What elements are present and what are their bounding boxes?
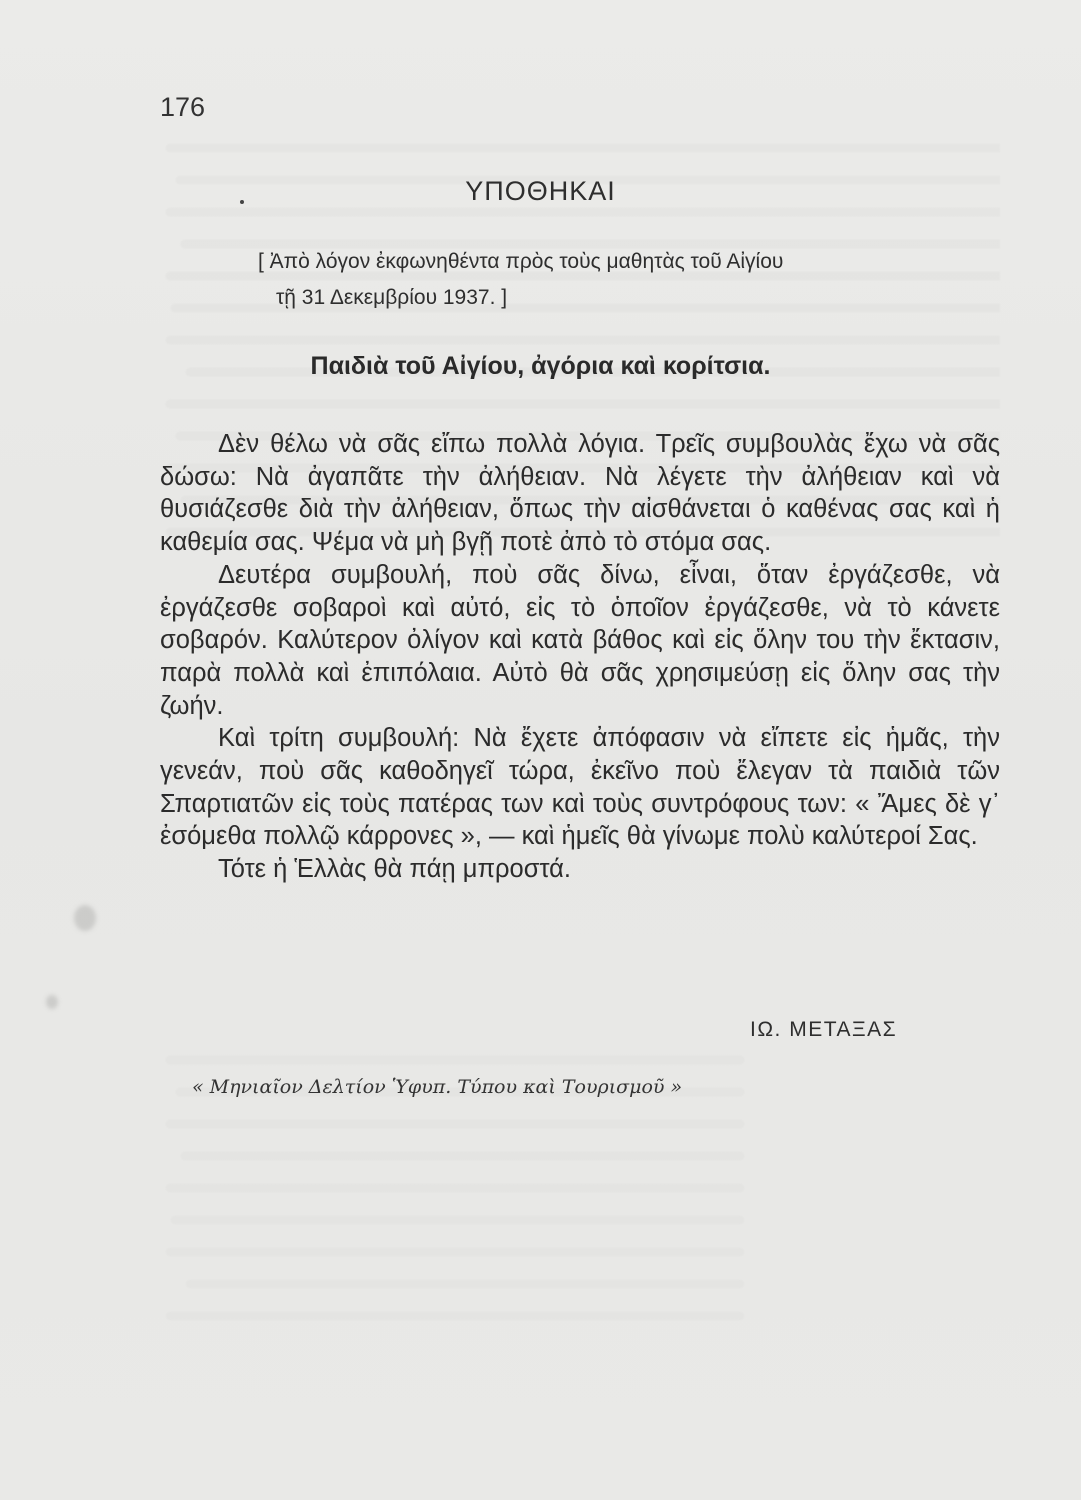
paragraph-2: Δευτέρα συμβουλή, ποὺ σᾶς δίνω, εἶναι, ὅταν ἐργάζεσθε, νὰ ἐργάζεσθε σοβαροὶ καὶ αὐτό, εἰς τὸ ὁποῖον ἐργάζεσθε, νὰ τὸ κάνετε σοβαρόν. Καλύτερον ὀλίγον καὶ κατὰ βάθος καὶ εἰς ὅλην του τὴν ἔκτασιν, παρὰ πολλὰ καὶ ἐπιπόλαια. Αὐτὸ θὰ σᾶς χρησιμεύσῃ εἰς ὅλην σας τὴν ζωήν.	[160, 560, 1000, 720]
paper-stain	[46, 995, 58, 1009]
paragraph-4: Τότε ἡ Ἑλλὰς θὰ πάῃ μπροστά.	[218, 855, 572, 884]
page-number: 176	[160, 92, 206, 122]
paragraph-3: Καὶ τρίτη συμβουλή: Νὰ ἔχετε ἀπόφασιν νὰ εἴπετε εἰς ἡμᾶς, τὴν γενεάν, ποὺ σᾶς καθοδηγεῖ τώρα, ἐκεῖνο ποὺ ἔλεγαν τὰ παιδιὰ τῶν Σπαρτιατῶν εἰς τοὺς πατέρας των καὶ τοὺς συντρόφους των: « Ἄμες δὲ γ᾽ ἐσόμεθα πολλῷ κάρρονες », — καὶ ἡμεῖς θὰ γίνωμε πολὺ καλύτεροί Σας.	[160, 724, 1000, 851]
source-credit: « Μηνιαῖον Δελτίον Ὑφυπ. Τύπου καὶ Τουρισμοῦ »	[192, 1076, 683, 1098]
page-title: ΥΠΟΘΗΚΑΙ	[465, 176, 616, 206]
source-note-line-1: [ Ἀπὸ λόγον ἐκφωνηθέντα πρὸς τοὺς μαθητὰς τοῦ Αἰγίου	[258, 250, 784, 273]
salutation-heading: Παιδιὰ τοῦ Αἰγίου, ἀγόρια καὶ κορίτσια.	[310, 352, 771, 380]
author-signature: ΙΩ. ΜΕΤΑΞΑΣ	[750, 1018, 898, 1041]
paragraph-1: Δὲν θέλω νὰ σᾶς εἴπω πολλὰ λόγια. Τρεῖς συμβουλὰς ἔχω νὰ σᾶς δώσω: Νὰ ἀγαπᾶτε τὴν ἀλήθειαν. Νὰ λέγετε τὴν ἀλήθειαν καὶ νὰ θυσιάζεσθε διὰ τὴν ἀλήθειαν, ὅπως τὴν αἰσθάνεται ὁ καθένας σας καὶ ἡ καθεμία σας. Ψέμα νὰ μὴ βγῇ ποτὲ ἀπὸ τὸ στόμα σας.	[160, 430, 1000, 557]
speech-body	[160, 428, 1000, 886]
source-note	[258, 244, 988, 316]
source-note-line-2: τῇ 31 Δεκεμβρίου 1937. ]	[276, 286, 508, 309]
paper-stain	[74, 905, 96, 931]
